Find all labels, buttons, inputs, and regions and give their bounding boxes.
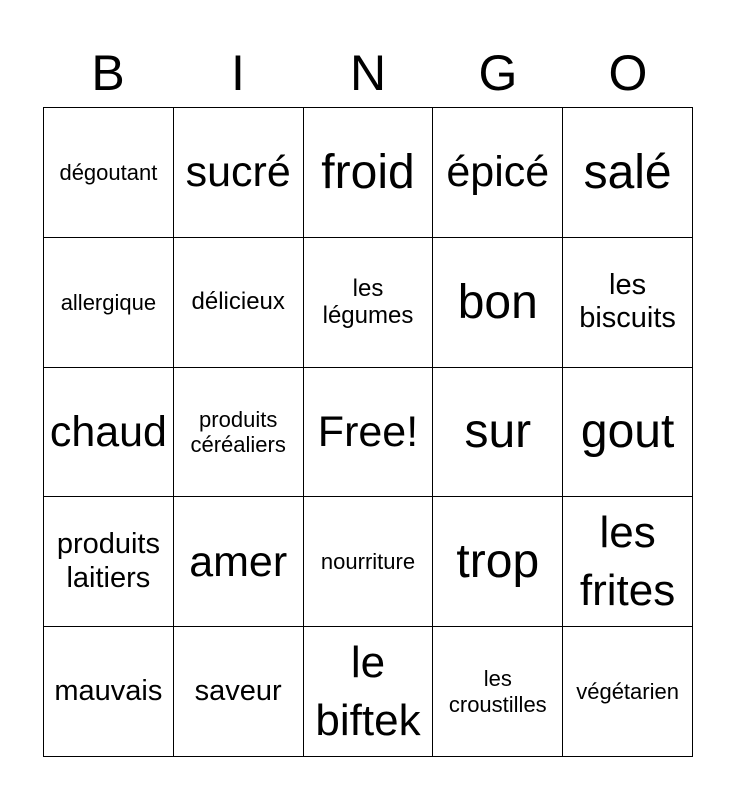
header-letter-o: O	[608, 45, 648, 101]
bingo-cell[interactable]	[433, 108, 563, 238]
header-letter-g: G	[478, 45, 518, 101]
cell-text: le biftek	[315, 637, 421, 745]
cell-text: trop	[456, 535, 540, 589]
bingo-cell[interactable]	[174, 627, 304, 757]
cell-text: saveur	[194, 674, 282, 707]
cell-text: bon	[457, 275, 538, 329]
bingo-grid	[43, 107, 693, 757]
bingo-header	[43, 40, 693, 106]
cell-text: salé	[583, 145, 672, 199]
bingo-cell[interactable]	[433, 497, 563, 627]
bingo-cell[interactable]	[304, 497, 434, 627]
header-letter-i: I	[231, 45, 245, 101]
cell-text: épicé	[446, 148, 550, 197]
cell-text: les biscuits	[579, 268, 676, 335]
bingo-cell[interactable]	[433, 368, 563, 498]
cell-text: chaud	[49, 407, 167, 456]
bingo-cell[interactable]	[563, 627, 693, 757]
cell-text: gout	[580, 405, 675, 459]
cell-text: produits laitiers	[56, 528, 160, 594]
bingo-cell[interactable]	[304, 238, 434, 368]
cell-text: mauvais	[54, 674, 163, 707]
bingo-cell[interactable]	[304, 627, 434, 757]
bingo-cell[interactable]	[174, 497, 304, 627]
cell-text: allergique	[60, 289, 157, 315]
cell-text: délicieux	[191, 288, 285, 316]
bingo-cell[interactable]	[563, 368, 693, 498]
bingo-cell[interactable]	[44, 238, 174, 368]
bingo-cell[interactable]	[174, 238, 304, 368]
cell-text: sucré	[185, 148, 291, 197]
cell-text: les frites	[579, 507, 676, 615]
bingo-cell[interactable]	[44, 108, 174, 238]
cell-text: Free!	[317, 407, 419, 456]
bingo-cell[interactable]	[44, 497, 174, 627]
bingo-cell[interactable]	[44, 627, 174, 757]
cell-text: amer	[189, 537, 288, 586]
cell-text: produits céréaliers	[190, 406, 286, 457]
cell-text: froid	[321, 145, 415, 199]
bingo-cell[interactable]	[563, 497, 693, 627]
bingo-cell[interactable]	[433, 238, 563, 368]
bingo-cell[interactable]	[433, 627, 563, 757]
cell-text: végétarien	[576, 678, 679, 704]
bingo-cell[interactable]	[44, 368, 174, 498]
cell-text: dégoutant	[59, 159, 158, 185]
bingo-cell[interactable]	[174, 368, 304, 498]
bingo-cell[interactable]	[304, 368, 434, 498]
cell-text: nourriture	[320, 549, 416, 575]
bingo-cell[interactable]	[174, 108, 304, 238]
header-letter-b: B	[91, 45, 125, 101]
cell-text: les légumes	[322, 274, 414, 330]
cell-text: les croustilles	[448, 666, 547, 717]
cell-text: sur	[464, 405, 532, 459]
bingo-cell[interactable]	[563, 238, 693, 368]
bingo-cell[interactable]	[563, 108, 693, 238]
bingo-cell[interactable]	[304, 108, 434, 238]
header-letter-n: N	[349, 45, 387, 101]
